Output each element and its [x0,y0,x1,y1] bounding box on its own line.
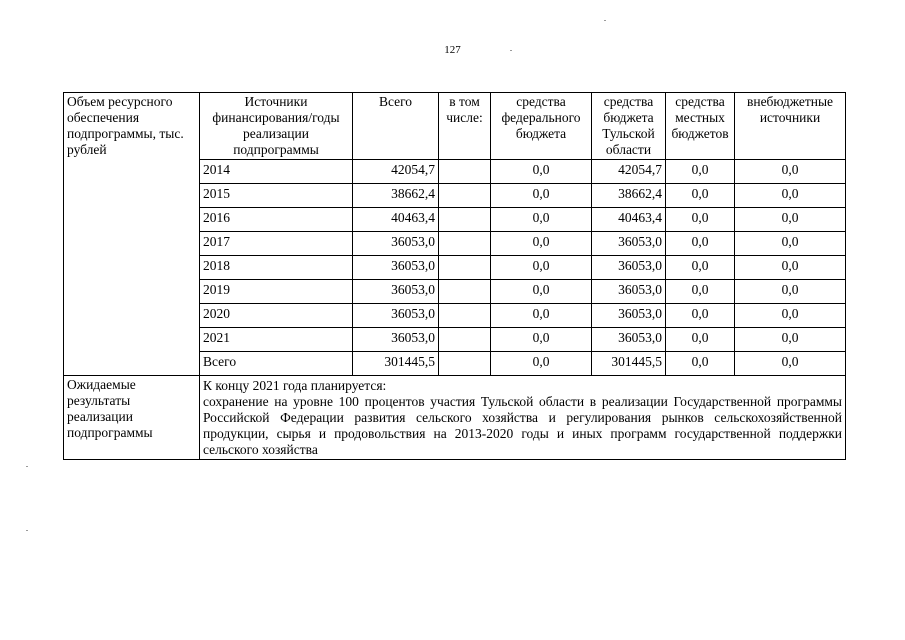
cell-total: 42054,7 [353,160,439,184]
cell-total: 36053,0 [353,280,439,304]
resource-label: Объем ресурсного обеспечения подпрограммы, тыс. рублей [64,93,200,376]
header-local: средства местных бюджетов [666,93,735,160]
cell-total: 36053,0 [353,232,439,256]
header-regional: средства бюджета Тульской области [592,93,666,160]
cell-extrabudgetary: 0,0 [735,304,846,328]
scan-speck [26,466,28,467]
cell-regional: 42054,7 [592,160,666,184]
cell-total: 36053,0 [353,328,439,352]
cell-extrabudgetary: 0,0 [735,328,846,352]
cell-year: 2014 [200,160,353,184]
cell-including [439,208,491,232]
cell-local: 0,0 [666,184,735,208]
cell-including [439,160,491,184]
cell-total: 40463,4 [353,208,439,232]
cell-including [439,352,491,376]
cell-extrabudgetary: 0,0 [735,160,846,184]
cell-total: 301445,5 [353,352,439,376]
cell-local: 0,0 [666,208,735,232]
cell-local: 0,0 [666,160,735,184]
header-total: Всего [353,93,439,160]
resource-table [63,92,846,460]
cell-federal: 0,0 [491,232,592,256]
cell-year: 2019 [200,280,353,304]
cell-extrabudgetary: 0,0 [735,256,846,280]
cell-local: 0,0 [666,232,735,256]
cell-year: 2016 [200,208,353,232]
cell-including [439,328,491,352]
cell-federal: 0,0 [491,160,592,184]
cell-regional: 36053,0 [592,304,666,328]
page-number: 127 [444,44,461,56]
scan-speck [604,20,606,21]
cell-year: 2015 [200,184,353,208]
header-extrabudgetary: внебюджетные источники [735,93,846,160]
cell-regional: 40463,4 [592,208,666,232]
cell-including [439,304,491,328]
header-row [64,93,846,160]
cell-federal: 0,0 [491,280,592,304]
cell-federal: 0,0 [491,184,592,208]
scan-speck [510,50,512,51]
cell-federal: 0,0 [491,256,592,280]
cell-local: 0,0 [666,328,735,352]
results-body: сохранение на уровне 100 процентов участия Тульской области в реализации Государственной программы Российской Федерации развития сельского хозяйства и регулирования рынков сельскохозяйственной продукции, сырья и продовольствия на 2013-2020 годы и иных программ государственной поддержки сельского хозяйства [203,394,842,457]
cell-federal: 0,0 [491,304,592,328]
cell-including [439,184,491,208]
cell-total: 36053,0 [353,304,439,328]
cell-year: 2020 [200,304,353,328]
cell-extrabudgetary: 0,0 [735,280,846,304]
cell-including [439,256,491,280]
cell-regional: 36053,0 [592,256,666,280]
cell-total: 38662,4 [353,184,439,208]
results-label: Ожидаемые результаты реализации подпрограммы [64,376,200,460]
cell-federal: 0,0 [491,352,592,376]
cell-including [439,232,491,256]
results-text [200,376,846,460]
cell-local: 0,0 [666,304,735,328]
cell-local: 0,0 [666,352,735,376]
cell-regional: 301445,5 [592,352,666,376]
cell-regional: 36053,0 [592,280,666,304]
results-intro: К концу 2021 года планируется: [203,378,387,393]
results-row [64,376,846,460]
cell-federal: 0,0 [491,328,592,352]
cell-local: 0,0 [666,256,735,280]
header-federal: средства федерального бюджета [491,93,592,160]
header-sources: Источники финансирования/годы реализации подпрограммы [200,93,353,160]
cell-year: 2018 [200,256,353,280]
cell-regional: 36053,0 [592,232,666,256]
cell-extrabudgetary: 0,0 [735,184,846,208]
cell-total: 36053,0 [353,256,439,280]
cell-extrabudgetary: 0,0 [735,208,846,232]
header-including: в том числе: [439,93,491,160]
cell-year: 2021 [200,328,353,352]
cell-local: 0,0 [666,280,735,304]
cell-federal: 0,0 [491,208,592,232]
cell-regional: 36053,0 [592,328,666,352]
scan-speck [26,530,28,531]
cell-extrabudgetary: 0,0 [735,232,846,256]
cell-year: 2017 [200,232,353,256]
cell-extrabudgetary: 0,0 [735,352,846,376]
cell-including [439,280,491,304]
cell-year: Всего [200,352,353,376]
cell-regional: 38662,4 [592,184,666,208]
